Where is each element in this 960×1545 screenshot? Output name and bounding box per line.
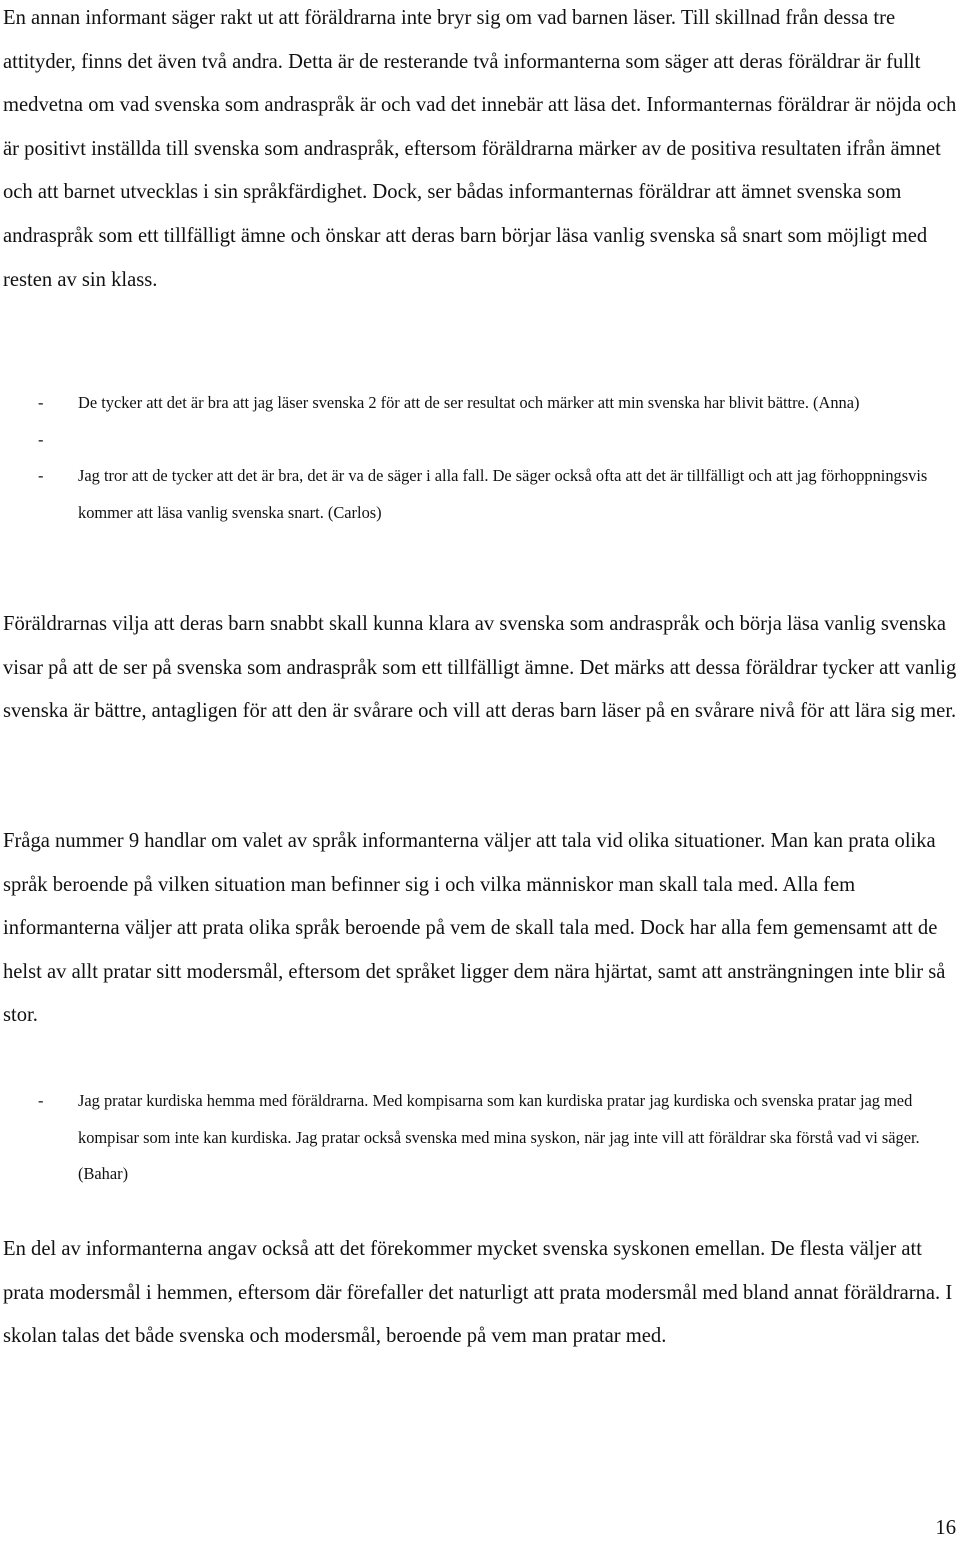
paragraph-question-9: Fråga nummer 9 handlar om valet av språk informanterna väljer att tala vid olika situationer. Man kan prata olika språk beroende på vilken situation man befinner sig i och vilka människor man skall tala med. Alla fem informanterna väljer att prata olika språk beroende på vem de skall tala med. Dock har alla fem gemensamt att de helst av allt pratar sitt modersmål, eftersom det språket ligger dem nära hjärtat, samt att ansträngningen inte blir så stor. xyxy=(3,830,946,1027)
quote-list-language-choice xyxy=(0,1083,950,1193)
paragraph-parent-attitudes: En annan informant säger rakt ut att föräldrarna inte bryr sig om vad barnen läser. Till skillnad från dessa tre attityder, finns det även två andra. Detta är de resterande två informanterna som säger att deras föräldrar är fullt medvetna om vad svenska som andraspråk är och vad det innebär att läsa det. Informanternas föräldrar är nöjda och är positivt inställda till svenska som andraspråk, eftersom föräldrarna märker av de positiva resultaten ifrån ämnet och att barnet utvecklas i sin språkfärdighet. Dock, ser bådas informanternas föräldrar att ämnet svenska som andraspråk som ett tillfälligt ämne och önskar att deras barn börjar läsa vanlig svenska så snart som möjligt med resten av sin klass. xyxy=(3,7,957,291)
page-number: 16 xyxy=(935,1517,956,1539)
quote-item-empty xyxy=(0,422,950,459)
paragraph-siblings: En del av informanterna angav också att det förekommer mycket svenska syskonen emellan. De flesta väljer att prata modersmål i hemmen, eftersom där förefaller det naturligt att prata modersmål med bland annat föräldrarna. I skolan talas det både svenska och modersmål, beroende på vem man pratar med. xyxy=(3,1238,953,1348)
quote-list-parents xyxy=(0,385,950,531)
quote-text-anna: De tycker att det är bra att jag läser svenska 2 för att de ser resultat och märker att min svenska har blivit bättre. (Anna) xyxy=(78,393,860,412)
list-dash: - xyxy=(38,429,44,449)
quote-item-carlos xyxy=(0,458,950,531)
list-dash: - xyxy=(38,393,44,412)
quote-text-carlos: Jag tror att de tycker att det är bra, det är va de säger i alla fall. De säger också ofta att det är tillfälligt och att jag förhoppningsvis kommer att läsa vanlig svenska snart. (Carlos) xyxy=(78,466,928,522)
quote-text-empty xyxy=(78,430,82,449)
list-dash: - xyxy=(38,466,44,485)
list-dash: - xyxy=(38,1091,44,1110)
quote-item-anna xyxy=(0,385,950,422)
quote-item-bahar xyxy=(0,1083,950,1193)
paragraph-parents-wish: Föräldrarnas vilja att deras barn snabbt skall kunna klara av svenska som andraspråk och börja läsa vanlig svenska visar på att de ser på svenska som andraspråk som ett tillfälligt ämne. Det märks att dessa föräldrar tycker att vanlig svenska är bättre, antagligen för att den är svårare och vill att deras barn läser på en svårare nivå för att lära sig mer. xyxy=(3,613,957,723)
quote-text-bahar: Jag pratar kurdiska hemma med föräldrarna. Med kompisarna som kan kurdiska pratar jag kurdiska och svenska pratar jag med kompisar som inte kan kurdiska. Jag pratar också svenska med mina syskon, när jag inte vill att föräldrar ska förstå vad vi säger. (Bahar) xyxy=(78,1091,920,1183)
